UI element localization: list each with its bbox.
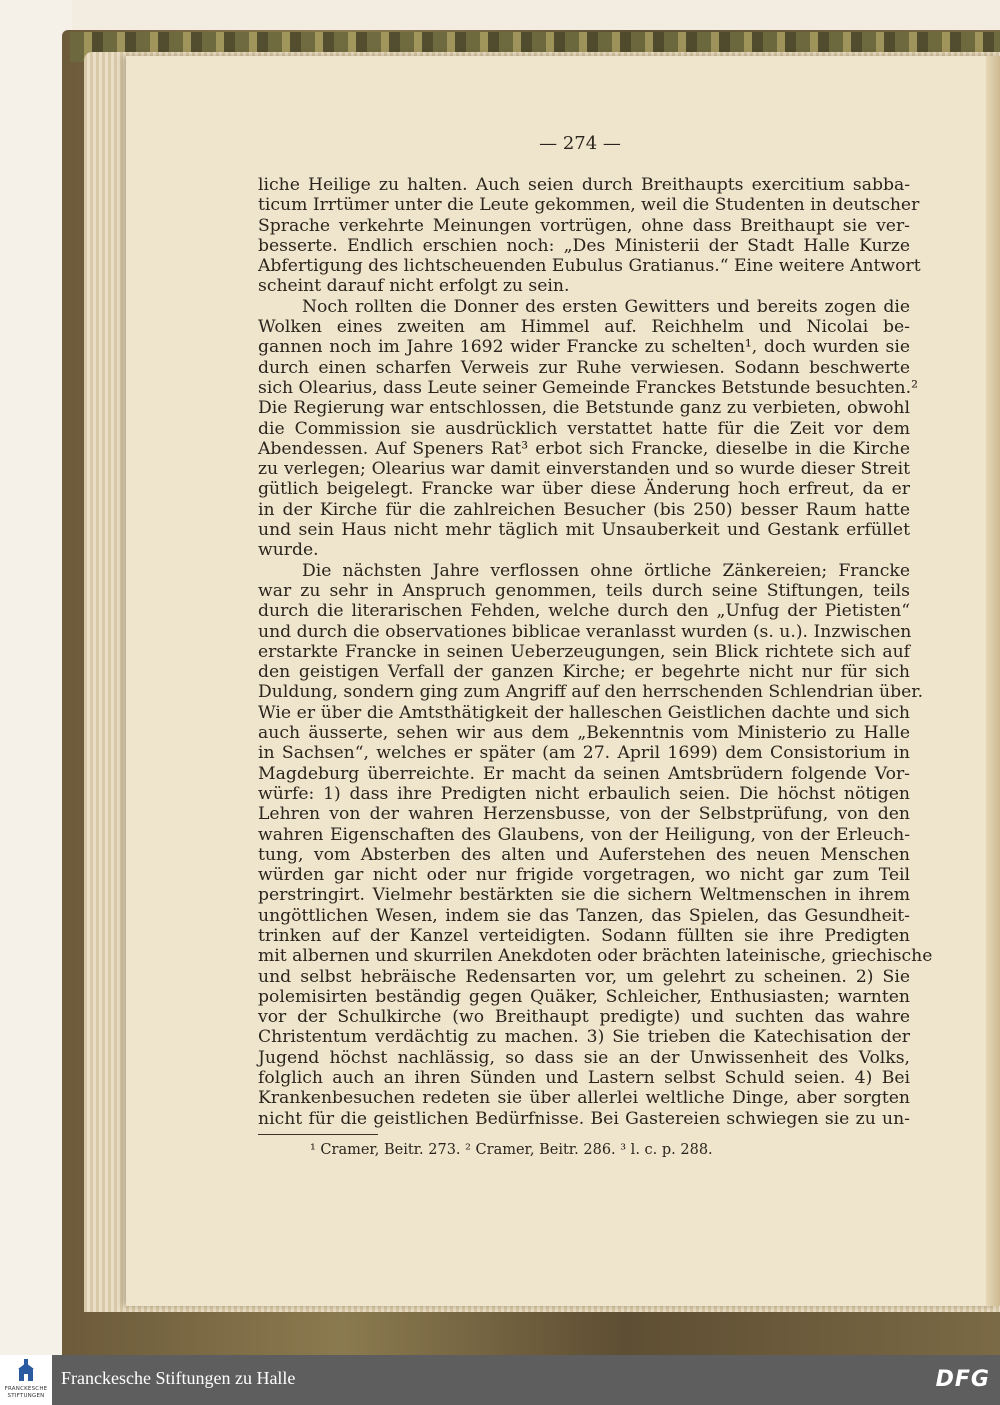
text-line: gannen noch im Jahre 1692 wider Francke zu schelten¹, doch wurden sie: [258, 337, 910, 358]
footnotes: ¹ Cramer, Beitr. 273. ² Cramer, Beitr. 286. ³ l. c. p. 288.: [310, 1142, 713, 1158]
text-line: ungöttlichen Wesen, indem sie das Tanzen, das Spielen, das Gesundheit-: [258, 905, 910, 926]
text-line: Noch rollten die Donner des ersten Gewitters und bereits zogen die: [302, 296, 910, 317]
text-line: Sprache verkehrte Meinungen vortrügen, ohne dass Breithaupt sie ver-: [258, 215, 910, 236]
text-line: durch die literarischen Fehden, welche durch den „Unfug der Pietisten“: [258, 601, 910, 622]
text-line: durch einen scharfen Verweis zur Ruhe verwiesen. Sodann beschwerte: [258, 357, 910, 378]
text-line: Abfertigung des lichtscheuenden Eubulus Gratianus.“ Eine weitere Antwort: [258, 256, 921, 277]
text-line: würfe: 1) dass ihre Predigten nicht erbaulich seien. Die höchst nötigen: [258, 783, 910, 804]
text-line: und selbst hebräische Redensarten vor, um gelehrt zu scheinen. 2) Sie: [258, 966, 910, 987]
text-line: wurde.: [258, 540, 319, 561]
text-line: Krankenbesuchen redeten sie über allerlei weltliche Dinge, aber sorgten: [258, 1088, 910, 1109]
text-line: Jugend höchst nachlässig, so dass sie an der Unwissenheit des Volks,: [258, 1047, 910, 1068]
footnote-divider: [258, 1134, 378, 1135]
text-line: Magdeburg überreichte. Er macht da seinen Amtsbrüdern folgende Vor-: [258, 763, 910, 784]
text-line: und sein Haus nicht mehr täglich mit Unsauberkeit und Gestank erfüllet: [258, 520, 910, 541]
francke-building-icon: [16, 1359, 36, 1383]
text-line: Wie er über die Amtsthätigkeit der halleschen Geistlichen dachte und sich: [258, 702, 910, 723]
text-line: Christentum verdächtig zu machen. 3) Sie trieben die Katechisation der: [258, 1027, 910, 1048]
institution-title[interactable]: Franckesche Stiftungen zu Halle: [61, 1368, 296, 1388]
text-line: mit albernen und skurrilen Anekdoten oder brächten lateinische, griechische: [258, 946, 933, 967]
text-line: liche Heilige zu halten. Auch seien durch Breithaupts exercitium sabba-: [258, 175, 910, 195]
text-line: folglich auch an ihren Sünden und Lastern selbst Schuld seien. 4) Bei: [258, 1068, 910, 1089]
text-line: und durch die observationes biblicae veranlasst wurden (s. u.). Inzwischen: [258, 621, 912, 642]
text-line: auch äusserte, sehen wir aus dem „Bekenntnis vom Ministerio zu Halle: [258, 723, 910, 744]
text-line: Die Regierung war entschlossen, die Betstunde ganz zu verbieten, obwohl: [258, 398, 910, 419]
text-line: war zu sehr in Anspruch genommen, teils durch seine Stiftungen, teils: [258, 580, 910, 601]
text-line: zu verlegen; Olearius war damit einverstanden und so wurde dieser Streit: [258, 459, 910, 480]
text-line: ticum Irrtümer unter die Leute gekommen, weil die Studenten in deutscher: [258, 195, 920, 216]
text-line: wahren Eigenschaften des Glaubens, von der Heiligung, von der Erleuch-: [258, 824, 910, 845]
text-line: erstarkte Francke in seinen Ueberzeugungen, sein Blick richtete sich auf: [258, 641, 910, 662]
page-gutter: [986, 56, 1000, 1306]
text-line: Wolken eines zweiten am Himmel auf. Reichhelm und Nicolai be-: [258, 317, 910, 338]
logo-text-line2: STIFTUNGEN: [7, 1392, 45, 1399]
text-line: scheint darauf nicht erfolgt zu sein.: [258, 276, 570, 297]
text-line: Die nächsten Jahre verflossen ohne örtliche Zänkereien; Francke: [302, 560, 910, 581]
text-line: gütlich beigelegt. Francke war über diese Änderung hoch erfreut, da er: [258, 479, 910, 500]
text-line: in Sachsen“, welches er später (am 27. April 1699) dem Consistorium in: [258, 743, 910, 764]
page-body-text: [258, 175, 933, 1129]
text-line: würden gar nicht oder nur frigide vorgetragen, wo nicht gar zum Teil: [258, 865, 910, 886]
text-line: die Commission sie ausdrücklich verstattet hatte für die Zeit vor dem: [258, 418, 910, 439]
text-line: tung, vom Absterben des alten und Auferstehen des neuen Menschen: [258, 844, 910, 865]
dfg-logo[interactable]: DFG: [935, 1367, 990, 1392]
text-line: Lehren von der wahren Herzensbusse, von der Selbstprüfung, von den: [258, 804, 910, 825]
page-number: — 274 —: [539, 133, 621, 154]
francke-logo-text: [0, 1386, 52, 1399]
text-line: Abendessen. Auf Speners Rat³ erbot sich Francke, dieselbe in die Kirche: [258, 438, 910, 459]
text-line: perstringirt. Vielmehr bestärkten sie die sichern Weltmenschen in ihrem: [258, 885, 910, 906]
logo-text-line1: FRANCKESCHE: [4, 1386, 48, 1392]
text-line: in der Kirche für die zahlreichen Besucher (bis 250) besser Raum hatte: [258, 499, 910, 520]
francke-logo[interactable]: [0, 1355, 52, 1405]
text-line: trinken auf der Kanzel verteidigten. Sodann füllten sie ihre Predigten: [258, 925, 910, 946]
text-line: vor der Schulkirche (wo Breithaupt predigte) und suchten das wahre: [258, 1007, 910, 1028]
text-line: nicht für die geistlichen Bedürfnisse. Bei Gastereien schwiegen sie zu un-: [258, 1108, 910, 1129]
text-line: sich Olearius, dass Leute seiner Gemeinde Franckes Betstunde besuchten.²: [258, 377, 918, 398]
text-line: polemisirten beständig gegen Quäker, Schleicher, Enthusiasten; warnten: [258, 986, 910, 1007]
text-line: besserte. Endlich erschien noch: „Des Ministerii der Stadt Halle Kurze: [258, 235, 910, 256]
text-line: Duldung, sondern ging zum Angriff auf den herrschenden Schlendrian über.: [258, 682, 924, 703]
text-line: den geistigen Verfall der ganzen Kirche; er begehrte nicht nur für sich: [258, 662, 910, 683]
viewer-footer-bar: [0, 1355, 1000, 1405]
